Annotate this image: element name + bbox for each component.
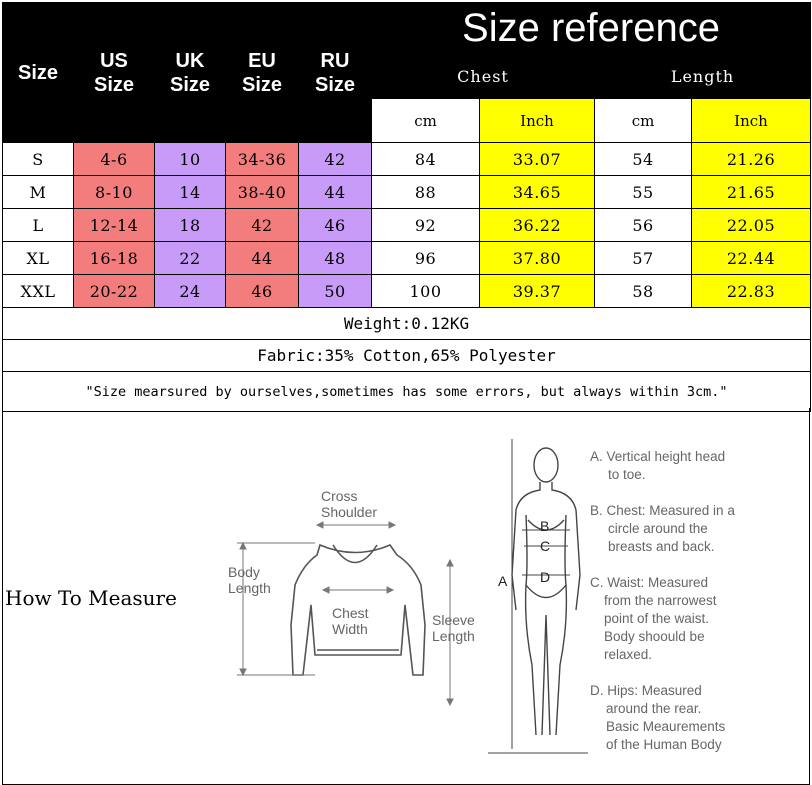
shirt-labels: [228, 488, 475, 644]
cell-us: 8-10: [74, 176, 155, 209]
note-c-line-4: Body shoould be: [604, 629, 705, 644]
header-eu-size: EU Size: [226, 3, 299, 143]
note-d-line-2: around the rear.: [606, 701, 702, 716]
cell-eu: 34-36: [226, 143, 299, 176]
table-row: [3, 242, 811, 275]
weight-row: Weight:0.12KG: [3, 308, 811, 340]
sleeve-length-label-1: Sleeve: [432, 612, 475, 628]
chest-width-label-1: Chest: [332, 605, 369, 621]
cell-size: S: [3, 143, 74, 176]
size-chart-table: [2, 2, 811, 412]
note-c-line-5: relaxed.: [604, 647, 653, 662]
header-length: Length: [595, 55, 811, 99]
note-a-line-2: to toe.: [608, 467, 646, 482]
cell-chest-inch: 39.37: [480, 275, 595, 308]
cell-length-cm: 55: [595, 176, 692, 209]
table-row: [3, 143, 811, 176]
header-length-inch: Inch: [692, 99, 811, 143]
cell-length-cm: 56: [595, 209, 692, 242]
letter-b: B: [540, 518, 550, 534]
cell-ru: 44: [299, 176, 372, 209]
cross-shoulder-label-1: Cross: [321, 488, 358, 504]
table-row: [3, 209, 811, 242]
cell-uk: 18: [155, 209, 226, 242]
cell-eu: 46: [226, 275, 299, 308]
page-title: Size reference: [372, 3, 811, 55]
note-c-line-2: from the narrowest: [604, 593, 717, 608]
cell-us: 16-18: [74, 242, 155, 275]
header-size: Size: [3, 3, 74, 143]
how-to-measure-label: How To Measure: [5, 586, 177, 610]
cell-us: 20-22: [74, 275, 155, 308]
note-b-line-1: B. Chest: Measured in a: [590, 503, 735, 518]
cell-length-cm: 57: [595, 242, 692, 275]
table-row: [3, 176, 811, 209]
cell-size: M: [3, 176, 74, 209]
header-uk-size: UK Size: [155, 3, 226, 143]
cell-chest-cm: 96: [372, 242, 480, 275]
body-letters: [498, 518, 550, 589]
cell-length-inch: 22.05: [692, 209, 811, 242]
cell-size: XL: [3, 242, 74, 275]
letter-c: C: [540, 538, 551, 554]
cell-size: XXL: [3, 275, 74, 308]
cell-length-cm: 54: [595, 143, 692, 176]
note-b-line-3: breasts and back.: [608, 539, 715, 554]
cell-length-inch: 21.65: [692, 176, 811, 209]
letter-a: A: [498, 573, 508, 589]
letter-d: D: [540, 569, 551, 585]
cell-length-cm: 58: [595, 275, 692, 308]
fabric-row: Fabric:35% Cotton,65% Polyester: [3, 340, 811, 372]
body-notes-text: [590, 449, 735, 752]
table-row: [3, 275, 811, 308]
body-outline: [512, 448, 580, 735]
cross-shoulder-label-2: Shoulder: [321, 504, 378, 520]
body-length-label-2: Length: [228, 580, 271, 596]
cell-chest-inch: 34.65: [480, 176, 595, 209]
cell-ru: 48: [299, 242, 372, 275]
cell-uk: 22: [155, 242, 226, 275]
cell-uk: 24: [155, 275, 226, 308]
header-length-cm: cm: [595, 99, 692, 143]
cell-length-inch: 22.83: [692, 275, 811, 308]
measurement-note: "Size mearsured by ourselves,sometimes has some errors, but always within 3cm.": [3, 372, 811, 412]
cell-eu: 38-40: [226, 176, 299, 209]
body-notes: [588, 445, 803, 757]
cell-ru: 46: [299, 209, 372, 242]
cell-chest-cm: 100: [372, 275, 480, 308]
cell-chest-cm: 92: [372, 209, 480, 242]
note-c-line-1: C. Waist: Measured: [590, 575, 709, 590]
cell-uk: 10: [155, 143, 226, 176]
cell-length-inch: 21.26: [692, 143, 811, 176]
cell-chest-cm: 84: [372, 143, 480, 176]
shirt-measure-diagram: [225, 485, 490, 710]
note-d-line-1: D. Hips: Measured: [590, 683, 702, 698]
cell-ru: 42: [299, 143, 372, 176]
cell-eu: 42: [226, 209, 299, 242]
header-chest: Chest: [372, 55, 595, 99]
header-chest-cm: cm: [372, 99, 480, 143]
cell-eu: 44: [226, 242, 299, 275]
note-d-line-3: Basic Meaurements: [606, 719, 726, 734]
note-b-line-2: circle around the: [608, 521, 708, 536]
cell-ru: 50: [299, 275, 372, 308]
cell-chest-inch: 37.80: [480, 242, 595, 275]
header-us-size: US Size: [74, 3, 155, 143]
cell-uk: 14: [155, 176, 226, 209]
cell-chest-cm: 88: [372, 176, 480, 209]
sleeve-length-label-2: Length: [432, 628, 475, 644]
header-ru-size: RU Size: [299, 3, 372, 143]
body-length-label-1: Body: [228, 564, 260, 580]
cell-chest-inch: 36.22: [480, 209, 595, 242]
cell-us: 12-14: [74, 209, 155, 242]
cell-length-inch: 22.44: [692, 242, 811, 275]
cell-size: L: [3, 209, 74, 242]
cell-us: 4-6: [74, 143, 155, 176]
header-chest-inch: Inch: [480, 99, 595, 143]
cell-chest-inch: 33.07: [480, 143, 595, 176]
chest-width-label-2: Width: [332, 621, 368, 637]
note-c-line-3: point of the waist.: [604, 611, 710, 626]
note-a-line-1: A. Vertical height head: [590, 449, 726, 464]
body-measure-diagram: [488, 435, 588, 755]
note-d-line-4: of the Human Body: [606, 737, 722, 752]
